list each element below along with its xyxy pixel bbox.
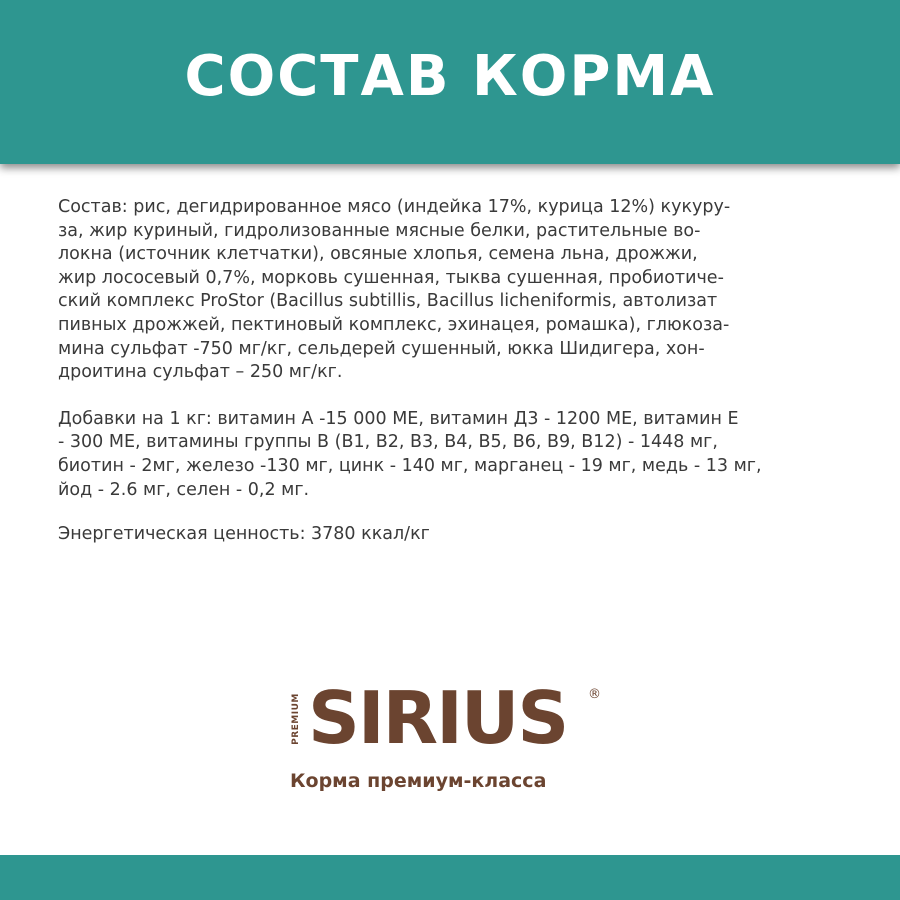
header-banner: [0, 0, 900, 164]
logo-premium-text: PREMIUM: [291, 693, 301, 745]
footer-bar: [0, 855, 900, 900]
energy-value-text: Энергетическая ценность: 3780 ккал/кг: [58, 524, 430, 545]
composition-text: Состав: рис, дегидрированное мясо (индейка 17%, курица 12%) кукуру- за, жир куриный, гидролизованные мясные белки, растительные во- локна (источник клетчатки), овсяные хлопья, семена льна, дрожжи, жир лососевый 0,7%, морковь сушенная, тыква сушенная, пробиотиче- ский комплекс ProStor (Bacillus subtillis, Bacillus licheniformis, автолизат пивных дрожжей, пектиновый комплекс, эхинацея, ромашка), глюкоза- мина сульфат -750 мг/кг, сельдерей сушенный, юкка Шидигера, хон- дроитина сульфат – 250 мг/кг.: [58, 197, 731, 383]
sirius-logo: [290, 676, 620, 802]
logo-tagline: Корма премиум-класса: [290, 770, 547, 792]
logo-brand-name: SIRIUS: [308, 676, 568, 760]
logo-premium-label: [290, 690, 302, 748]
page-title: СОСТАВ КОРМА: [184, 44, 716, 109]
additives-text: Добавки на 1 кг: витамин А -15 000 МЕ, витамин Д3 - 1200 МЕ, витамин Е - 300 МЕ, витамины группы В (В1, В2, В3, В4, В5, В6, В9, В12) - 1448 мг, биотин - 2мг, железо -130 мг, цинк - 140 мг, марганец - 19 мг, медь - 13 мг, йод - 2.6 мг, селен - 0,2 мг.: [58, 408, 762, 500]
registered-mark-icon: ®: [588, 687, 601, 702]
ingredients-section: [58, 196, 848, 547]
